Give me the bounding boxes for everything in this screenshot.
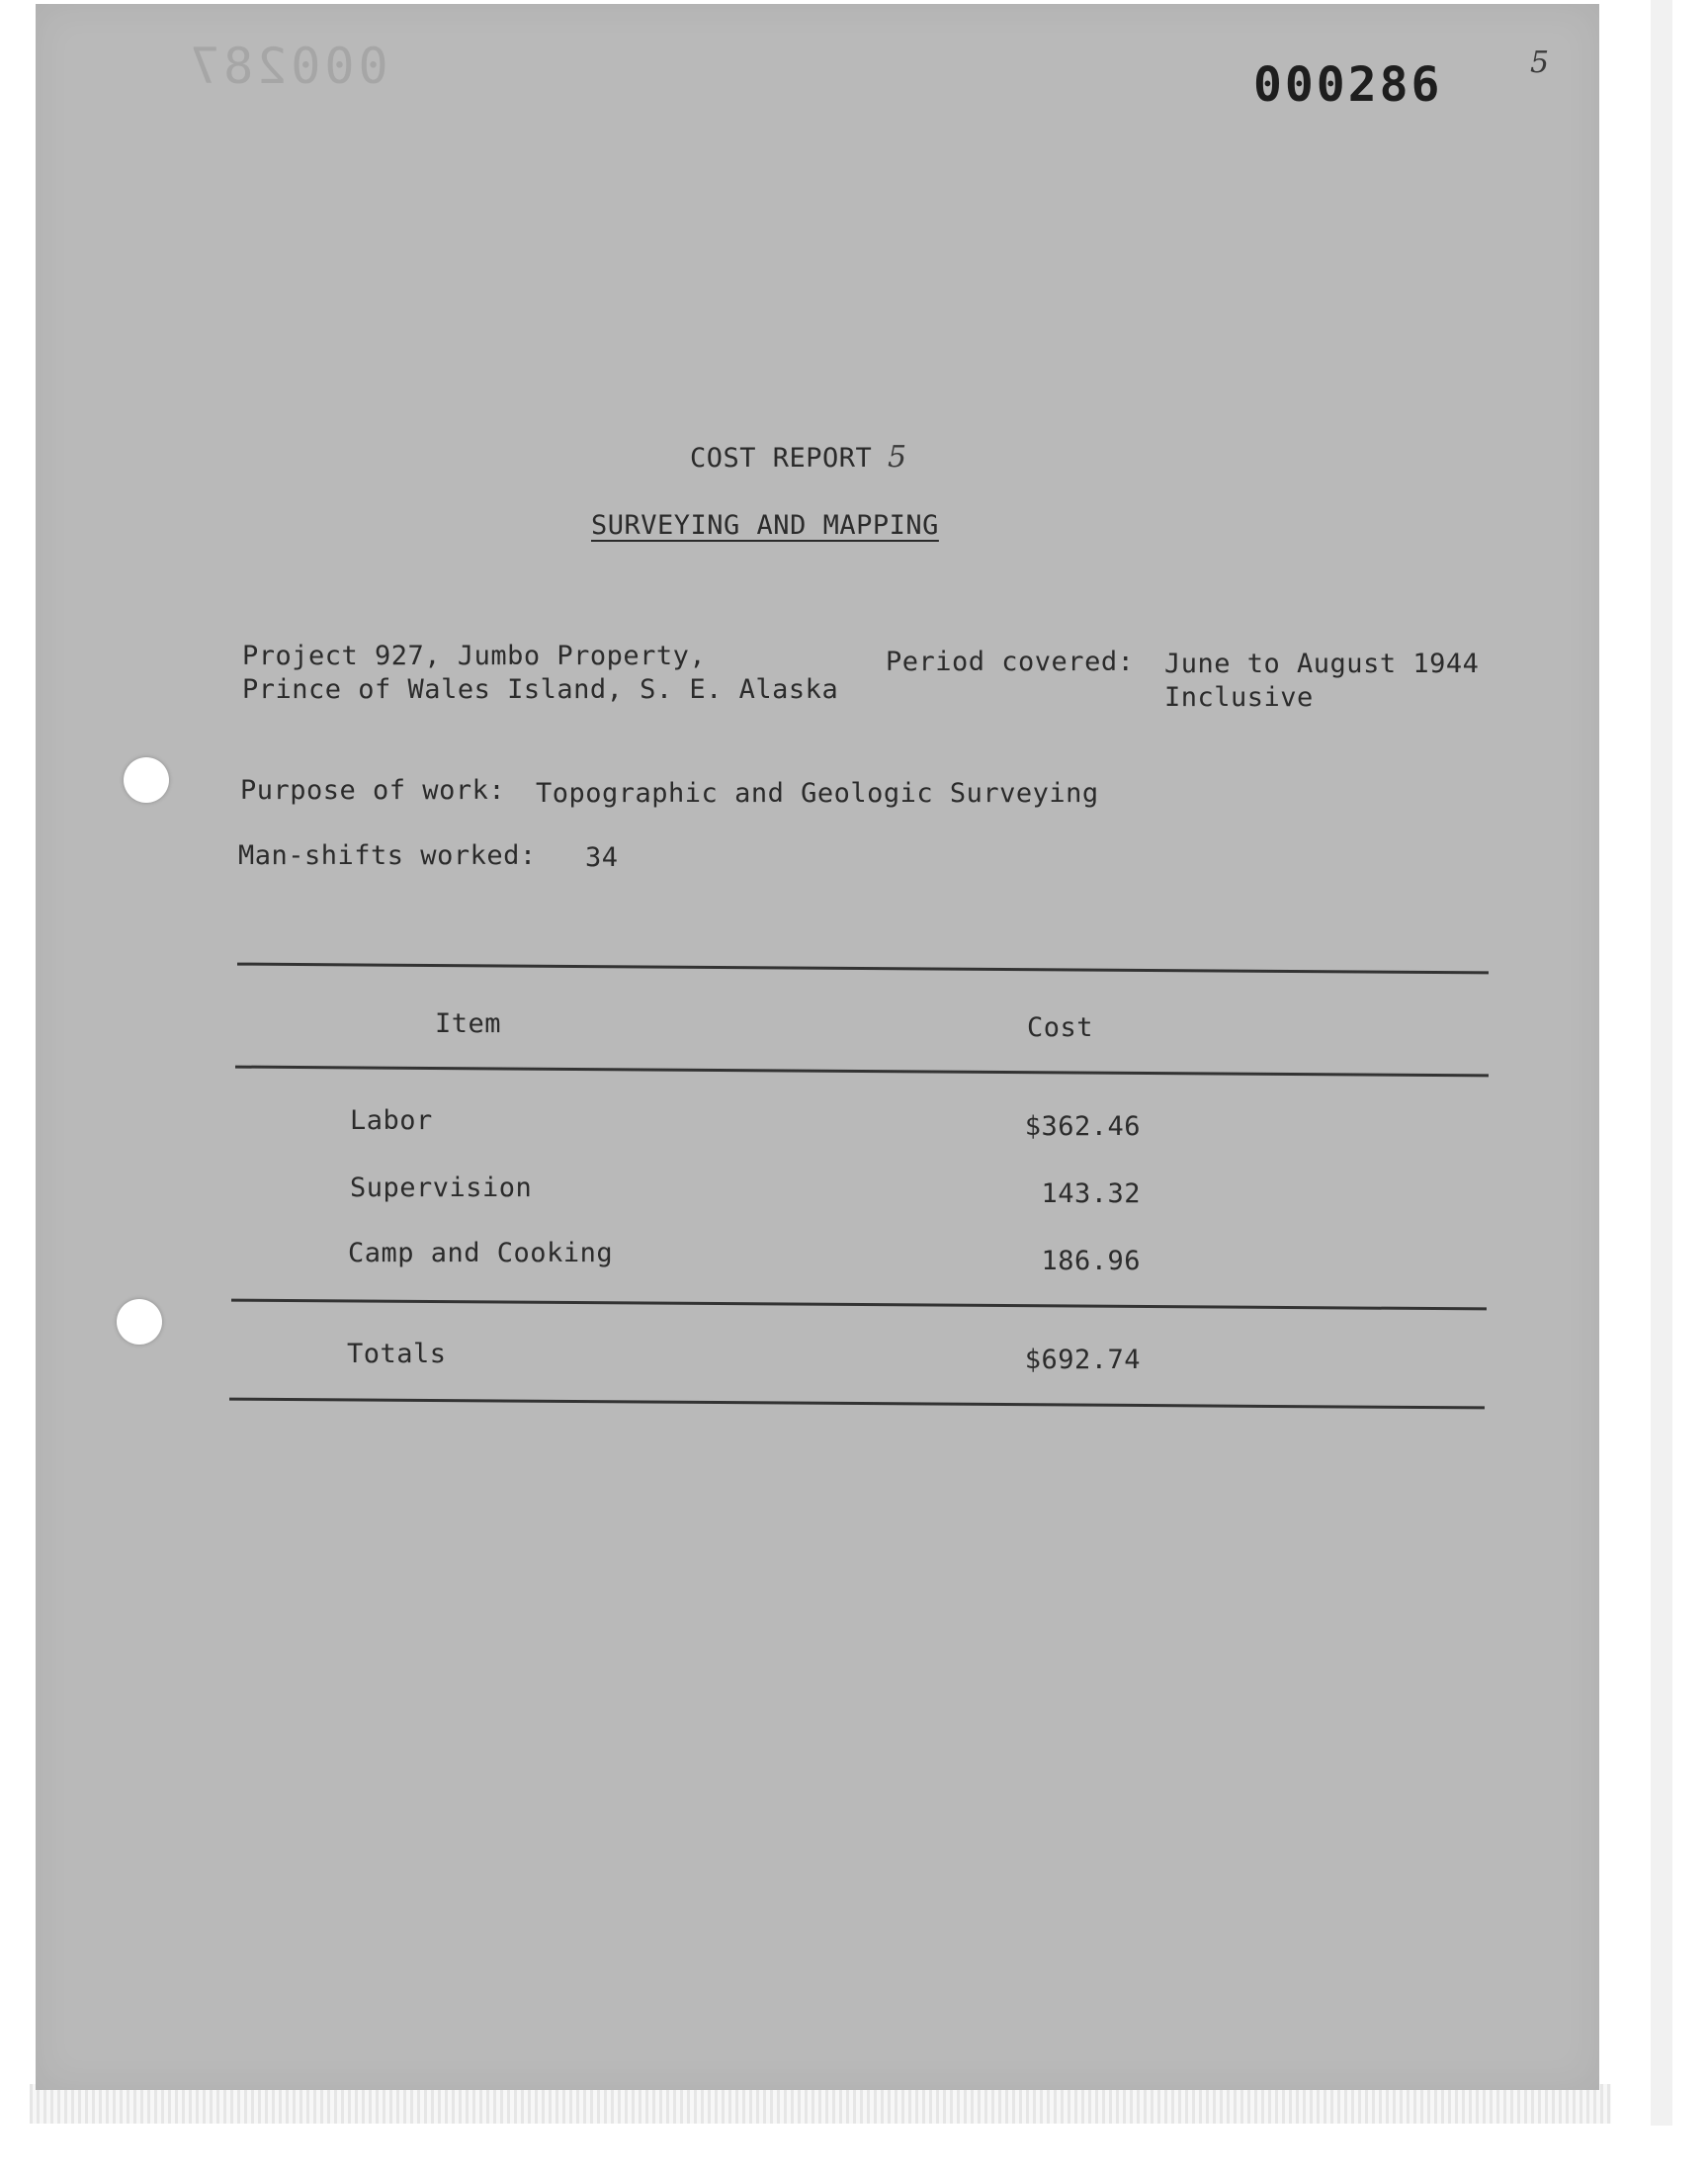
table-header-cost: Cost — [1027, 1012, 1094, 1043]
man-shifts-label: Man-shifts worked: — [238, 840, 537, 871]
table-row-item: Supervision — [350, 1173, 533, 1203]
period-line-2: Inclusive — [1164, 682, 1314, 713]
project-line-1: Project 927, Jumbo Property, — [242, 641, 707, 671]
report-number: 5 — [888, 440, 907, 475]
punch-hole-top — [124, 757, 169, 803]
punch-hole-bottom — [117, 1299, 162, 1345]
man-shifts-value: 34 — [585, 842, 619, 873]
table-header-item: Item — [435, 1008, 502, 1039]
totals-value: $692.74 — [1024, 1345, 1141, 1375]
table-row-cost: 186.96 — [1041, 1246, 1141, 1276]
report-subtitle: SURVEYING AND MAPPING — [591, 510, 939, 541]
scan-edge — [1651, 0, 1672, 2126]
report-title: COST REPORT — [690, 443, 873, 474]
document-page — [36, 4, 1599, 2090]
scan-bottom-edge — [30, 2084, 1611, 2124]
table-row-cost: $362.46 — [1024, 1111, 1141, 1142]
table-row-item: Labor — [350, 1105, 433, 1136]
page-mark: 5 — [1530, 45, 1550, 80]
purpose-value: Topographic and Geologic Surveying — [536, 778, 1099, 809]
bleed-through-number: 000287 — [186, 38, 388, 95]
period-label: Period covered: — [886, 647, 1135, 677]
project-line-2: Prince of Wales Island, S. E. Alaska — [242, 674, 839, 705]
totals-label: Totals — [347, 1339, 447, 1369]
table-row-cost: 143.32 — [1041, 1178, 1141, 1209]
period-line-1: June to August 1944 — [1164, 649, 1480, 679]
table-row-item: Camp and Cooking — [348, 1238, 614, 1268]
purpose-label: Purpose of work: — [240, 775, 506, 806]
document-number-stamp: 000286 — [1253, 57, 1443, 113]
